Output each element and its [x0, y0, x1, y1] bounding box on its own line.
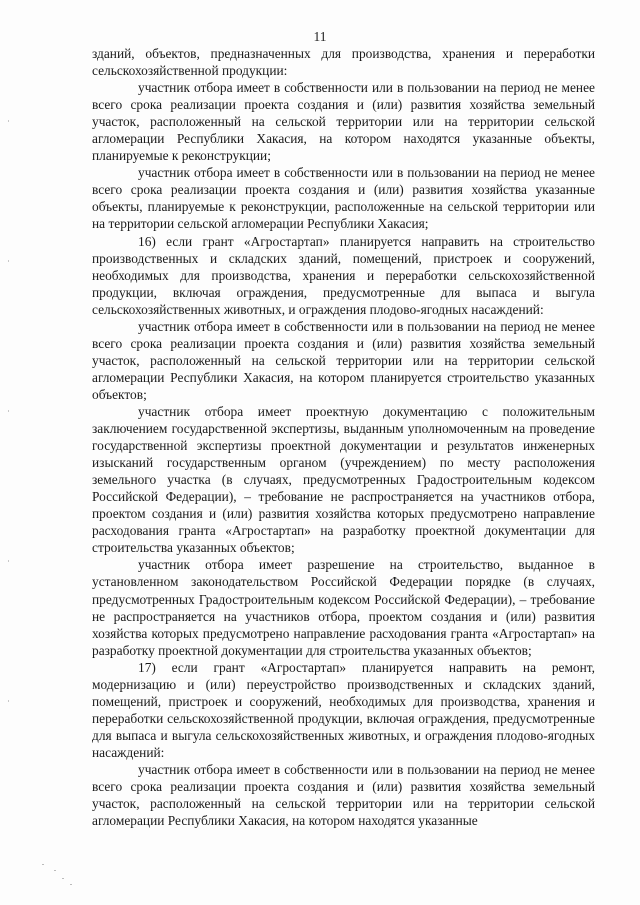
- paragraph: участник отбора имеет в собственности или в пользовании на период не менее всего срока реализации проекта создания и (или) развития хозяйства земельный участок, расположенный на сельской территории или на территории сельской агломерации Республики Хакасия, на котором находятся указанные объекты, планируемые к реконструкции;: [92, 80, 595, 164]
- paragraph: 17) если грант «Агростартап» планируется направить на ремонт, модернизацию и (или) переустройство производственных и складских зданий, помещений, пристроек и сооружений, необходимых для производства, хранения и переработки сельскохозяйственной продукции, включая ограждения, предусмотренные для выпаса и выгула сельскохозяйственных животных, и ограждения плодово-ягодных насаждений:: [92, 659, 595, 760]
- document-body: [92, 45, 595, 829]
- scan-edge-artifact: [8, 0, 12, 905]
- scan-dot: [8, 410, 9, 412]
- page-number: 11: [313, 29, 327, 44]
- paragraph: 16) если грант «Агростартап» планируется направить на строительство производственных и складских зданий, помещений, пристроек и сооружений, необходимых для производства, хранения и переработки сельскохозяйственной продукции, включая ограждения, предусмотренные для выпаса и выгула сельскохозяйственных животных, и ограждения плодово-ягодных насаждений:: [92, 233, 595, 317]
- scan-dot: [8, 260, 9, 262]
- paragraph: участник отбора имеет в собственности или в пользовании на период не менее всего срока реализации проекта создания и (или) развития хозяйства указанные объекты, планируемые к реконструкции, расположенные на сельской территории или на территории сельской агломерации Республики Хакасия;: [92, 165, 595, 232]
- paragraph: участник отбора имеет проектную документацию с положительным заключением государственной экспертизы, выданным уполномоченным на проведение государственной экспертизы проектной документации и результатов инженерных изысканий государственным органом (учреждением) по месту расположения земельного участка (в случаях, предусмотренных Градостроительным кодексом Российской Федерации), – требование не распространяется на участников отбора, проектом создания и (или) развития хозяйства которых предусмотрено направление расходования гранта «Агростартап» на разработку проектной документации для строительства указанных объектов;: [92, 403, 595, 556]
- paragraph: участник отбора имеет в собственности или в пользовании на период не менее всего срока реализации проекта создания и (или) развития хозяйства земельный участок, расположенный на сельской территории или на территории сельской агломерации Республики Хакасия, на котором находятся указанные: [92, 761, 595, 829]
- scan-corner-artifact: [40, 860, 80, 890]
- paragraph: участник отбора имеет разрешение на строительство, выданное в установленном законодательством Российской Федерации порядке (в случаях, предусмотренных Градостроительным кодексом Российской Федерации), – требование не распространяется на участников отбора, проектом создания и (или) развития хозяйства которых предусмотрено направление расходования гранта «Агростартап» на разработку проектной документации для строительства указанных объектов;: [92, 557, 595, 658]
- scan-dot: [8, 560, 9, 562]
- paragraph: участник отбора имеет в собственности или в пользовании на период не менее всего срока реализации проекта создания и (или) развития хозяйства земельный участок, расположенный на сельской территории или на территории сельской агломерации Республики Хакасия, на котором планируется строительство указанных объектов;: [92, 318, 595, 402]
- scan-dot: [8, 120, 9, 122]
- paragraph: зданий, объектов, предназначенных для производства, хранения и переработки сельскохозяйственной продукции:: [92, 46, 595, 79]
- scan-dot: [8, 700, 9, 702]
